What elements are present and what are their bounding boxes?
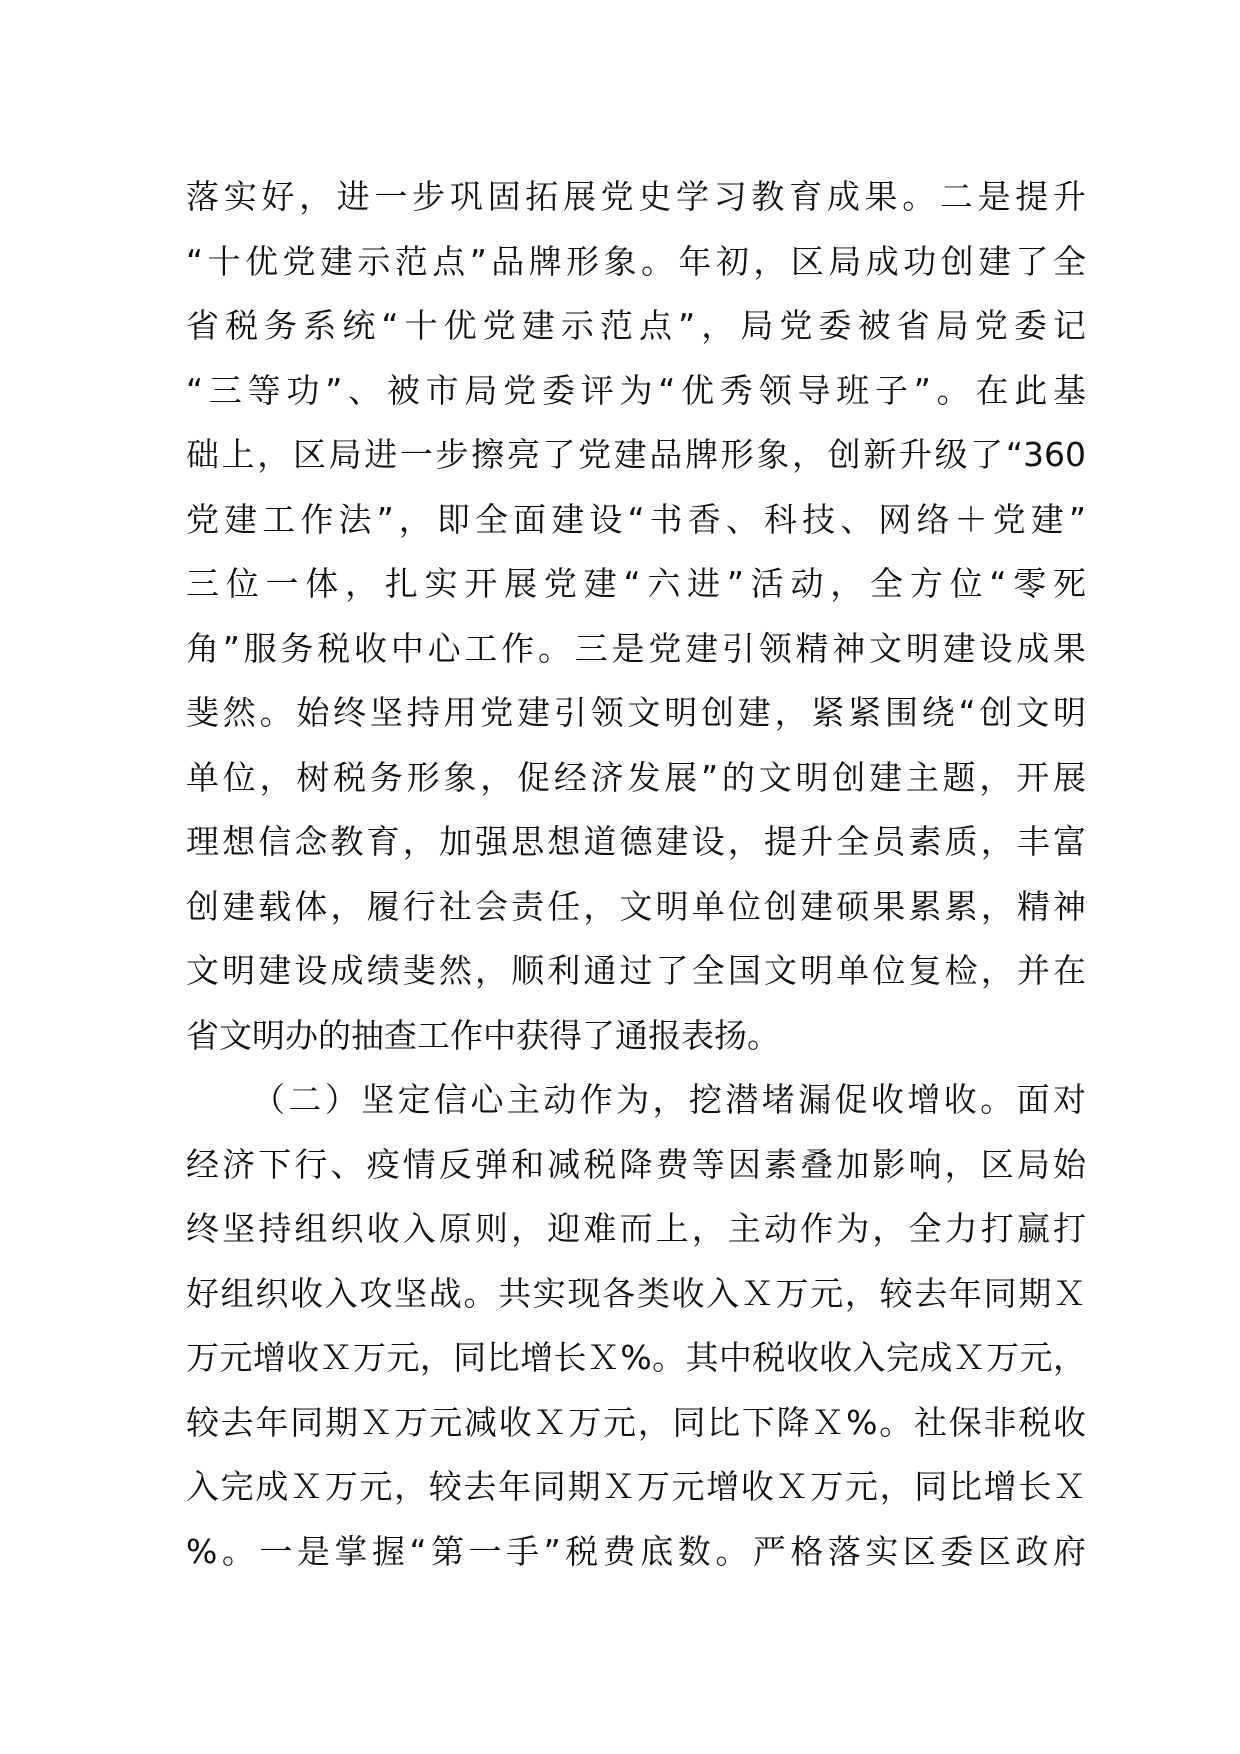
text-line: 党建工作法”，即全面建设“书香、科技、网络＋党建”: [186, 499, 1086, 539]
text-line: 单位，树税务形象，促经济发展”的文明创建主题，开展: [186, 757, 1086, 797]
text-line: 落实好，进一步巩固拓展党史学习教育成果。二是提升: [186, 177, 1086, 216]
section-heading-line: （二）坚定信心主动作为，挖潜堵漏促收增收。面对: [252, 1080, 1086, 1119]
text-line: 好组织收入攻坚战。共实现各类收入Ｘ万元，较去年同期Ｘ: [186, 1273, 1086, 1313]
text-line: 创建载体，履行社会责任，文明单位创建硕果累累，精神: [186, 886, 1086, 926]
text-line: “三等功”、被市局党委评为“优秀领导班子”。在此基: [186, 370, 1086, 410]
text-line: 万元增收Ｘ万元，同比增长Ｘ%。其中税收收入完成Ｘ万元，: [186, 1338, 1086, 1377]
text-line: 础上，区局进一步擦亮了党建品牌形象，创新升级了“360: [186, 435, 1086, 474]
document-body: [186, 165, 1086, 1584]
text-line: “十优党建示范点”品牌形象。年初，区局成功创建了全: [186, 241, 1086, 281]
text-line: 省税务系统“十优党建示范点”，局党委被省局党委记: [186, 306, 1086, 345]
paragraph-end-line: 省文明办的抽查工作中获得了通报表扬。: [186, 1015, 780, 1055]
text-line: 角”服务税收中心工作。三是党建引领精神文明建设成果: [186, 628, 1086, 668]
text-line: 较去年同期Ｘ万元减收Ｘ万元，同比下降Ｘ%。社保非税收: [186, 1402, 1086, 1442]
text-line: 终坚持组织收入原则，迎难而上，主动作为，全力打赢打: [186, 1209, 1086, 1248]
text-line: 斐然。始终坚持用党建引领文明创建，紧紧围绕“创文明: [186, 693, 1086, 732]
text-line: 入完成Ｘ万元，较去年同期Ｘ万元增收Ｘ万元，同比增长Ｘ: [186, 1467, 1086, 1506]
text-line: 三位一体，扎实开展党建“六进”活动，全方位“零死: [186, 564, 1086, 603]
text-line: 文明建设成绩斐然，顺利通过了全国文明单位复检，并在: [186, 951, 1086, 990]
text-line: 经济下行、疫情反弹和减税降费等因素叠加影响，区局始: [186, 1144, 1086, 1184]
text-line: 理想信念教育，加强思想道德建设，提升全员素质，丰富: [186, 822, 1086, 861]
text-line: %。一是掌握“第一手”税费底数。严格落实区委区政府: [186, 1531, 1086, 1571]
